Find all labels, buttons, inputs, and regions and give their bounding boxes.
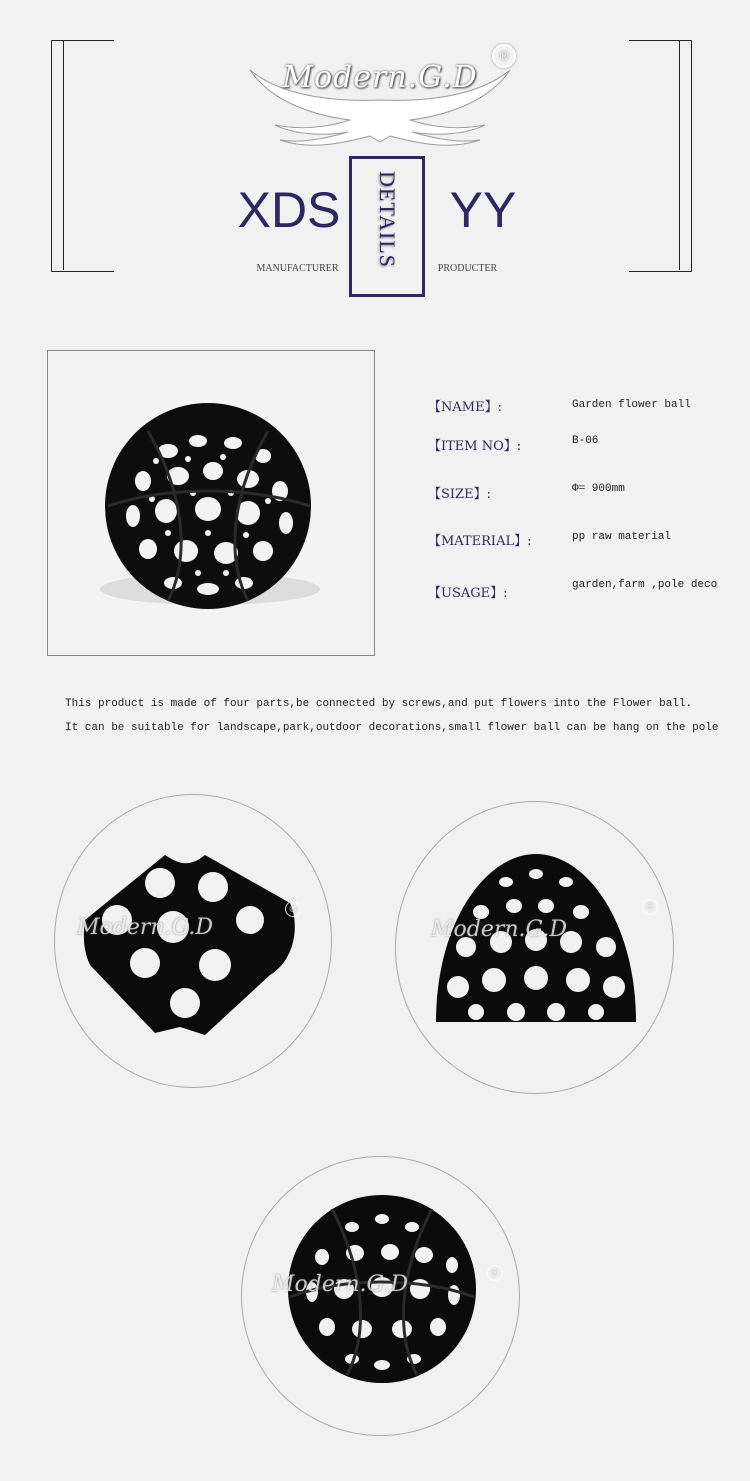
brand-logo [230, 40, 530, 150]
producer-caption: PRODUCTER [437, 263, 498, 274]
product-photo [47, 350, 375, 656]
right-bracket [629, 40, 692, 272]
flower-ball-image [48, 351, 374, 655]
spec-name-label: 【NAME】: [428, 400, 502, 415]
watermark-text: Modern.G.D [431, 917, 567, 942]
half-dome-circle [395, 801, 674, 1094]
description-line-1: This product is made of four parts,be connected by screws,and put flowers into the Flower ball. [65, 698, 693, 710]
left-bracket-line [63, 40, 64, 270]
spec-item-no-value: B-06 [572, 435, 599, 447]
panel-circle [54, 794, 332, 1088]
description-line-2: It can be suitable for landscape,park,outdoor decorations,small flower ball can be hang on the pole [65, 722, 719, 734]
full-ball-image [242, 1157, 521, 1437]
watermark-text: Modern.G.D [272, 1272, 408, 1297]
watermark-mark: ® [487, 1265, 503, 1281]
spec-material-label: 【MATERIAL】: [428, 534, 532, 549]
manufacturer-caption: MANUFACTURER [256, 263, 339, 274]
right-bracket-line [679, 40, 680, 270]
spec-usage-value: garden,farm ,pole deco [572, 579, 718, 591]
manufacturer-brand: XDS [237, 182, 341, 238]
spec-material-value: pp raw material [572, 531, 672, 543]
half-dome-image [396, 802, 675, 1095]
details-label-box [349, 156, 425, 297]
spec-size-label: 【SIZE】: [428, 487, 491, 502]
full-ball-circle [241, 1156, 520, 1436]
watermark-mark: ® [285, 901, 301, 917]
left-bracket [51, 40, 114, 272]
logo-text: Modern.G.D [282, 60, 478, 95]
panel-image [55, 795, 333, 1089]
spec-name-value: Garden flower ball [572, 399, 691, 411]
spec-item-no-label: 【ITEM NO】: [428, 439, 522, 454]
watermark-text: Modern.G.D [77, 915, 213, 940]
spec-usage-label: 【USAGE】: [428, 586, 508, 601]
wings-icon [230, 40, 530, 150]
producer-brand: YY [449, 182, 517, 238]
watermark-mark: ® [642, 899, 658, 915]
details-label: DETAILS [375, 171, 400, 268]
registered-mark: ® [492, 44, 516, 68]
spec-size-value: Φ= 900mm [572, 483, 625, 495]
